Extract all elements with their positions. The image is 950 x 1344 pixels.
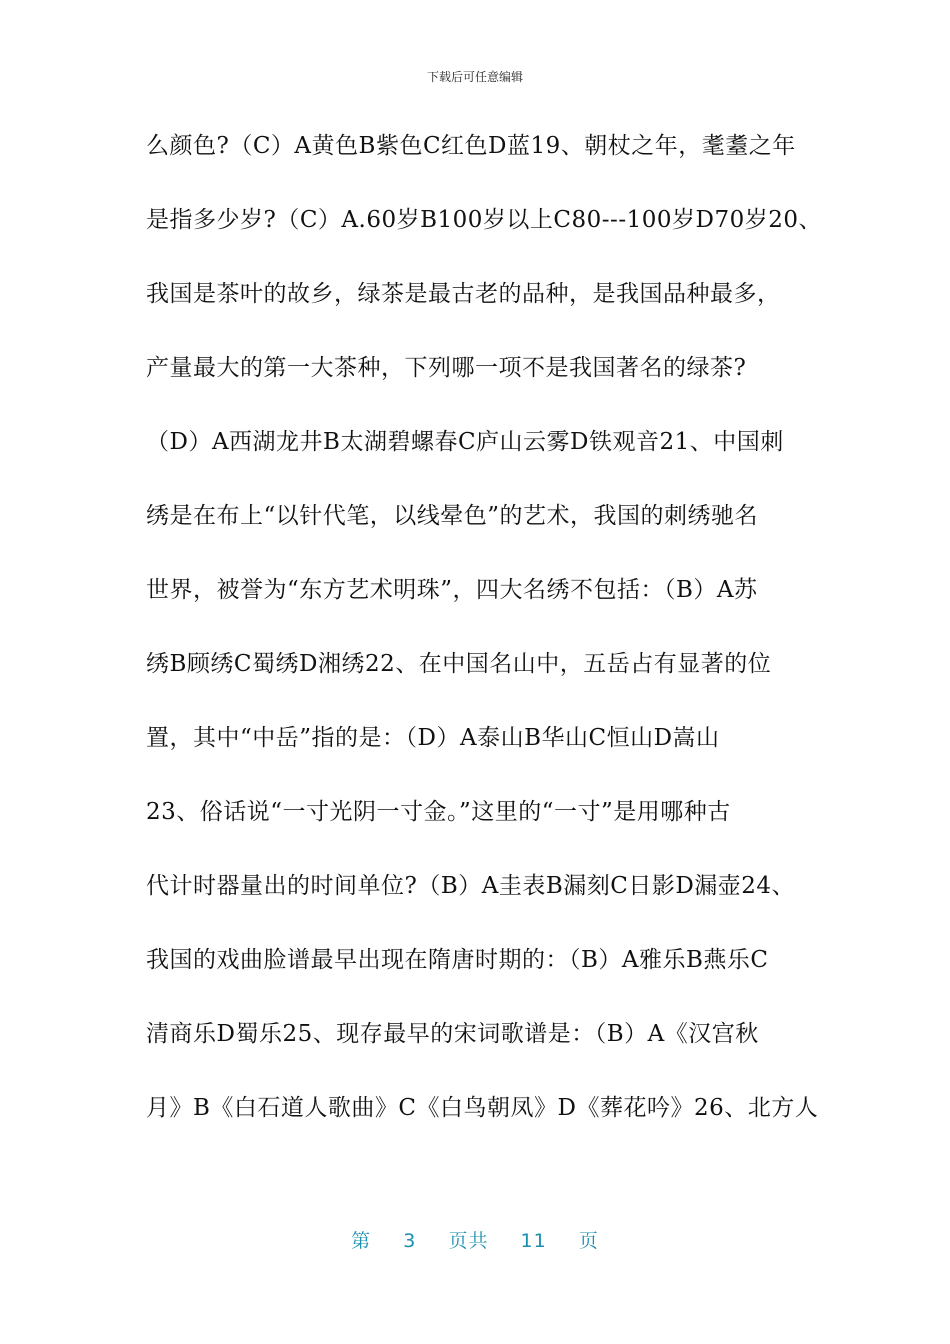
current-page-number: 3 bbox=[403, 1230, 417, 1252]
page-footer-prefix: 第 bbox=[351, 1230, 372, 1252]
text-line: 月》B《白石道人歌曲》C《白鸟朝凤》D《葬花吟》26、北方人 bbox=[146, 1095, 819, 1121]
text-line: 我国的戏曲脸谱最早出现在隋唐时期的：（B）A雅乐B燕乐C bbox=[146, 947, 769, 973]
page-footer bbox=[0, 1226, 950, 1253]
text-line: 是指多少岁?（C）A.60岁B100岁以上C80---100岁D70岁20、 bbox=[146, 207, 822, 233]
page-footer-suffix: 页 bbox=[578, 1230, 599, 1252]
document-body bbox=[146, 124, 826, 1160]
text-line: 绣是在布上“以针代笔，以线晕色”的艺术，我国的刺绣驰名 bbox=[146, 503, 759, 529]
text-line: 清商乐D蜀乐25、现存最早的宋词歌谱是：（B）A《汉宫秋 bbox=[146, 1021, 759, 1047]
text-line: 么颜色?（C）A黄色B紫色C红色D蓝19、朝杖之年，耄耋之年 bbox=[146, 133, 796, 159]
text-line: 代计时器量出的时间单位?（B）A圭表B漏刻C日影D漏壶24、 bbox=[146, 873, 796, 899]
page-header: 下载后可任意编辑 bbox=[426, 70, 523, 84]
total-pages-number: 11 bbox=[520, 1230, 547, 1252]
text-line: 绣B顾绣C蜀绣D湘绣22、在中国名山中，五岳占有显著的位 bbox=[146, 651, 772, 677]
text-line: 我国是茶叶的故乡，绿茶是最古老的品种，是我国品种最多， bbox=[146, 281, 781, 307]
text-line: 世界，被誉为“东方艺术明珠”，四大名绣不包括：（B）A苏 bbox=[146, 577, 758, 603]
text-line: 23、俗话说“一寸光阴一寸金。”这里的“一寸”是用哪种古 bbox=[146, 799, 731, 825]
text-line: （D）A西湖龙井B太湖碧螺春C庐山云雾D铁观音21、中国刺 bbox=[146, 429, 784, 455]
text-line: 置，其中“中岳”指的是：（D）A泰山B华山C恒山D嵩山 bbox=[146, 725, 720, 751]
text-line: 产量最大的第一大茶种，下列哪一项不是我国著名的绿茶? bbox=[146, 355, 747, 381]
page-footer-middle: 页共 bbox=[448, 1230, 489, 1252]
